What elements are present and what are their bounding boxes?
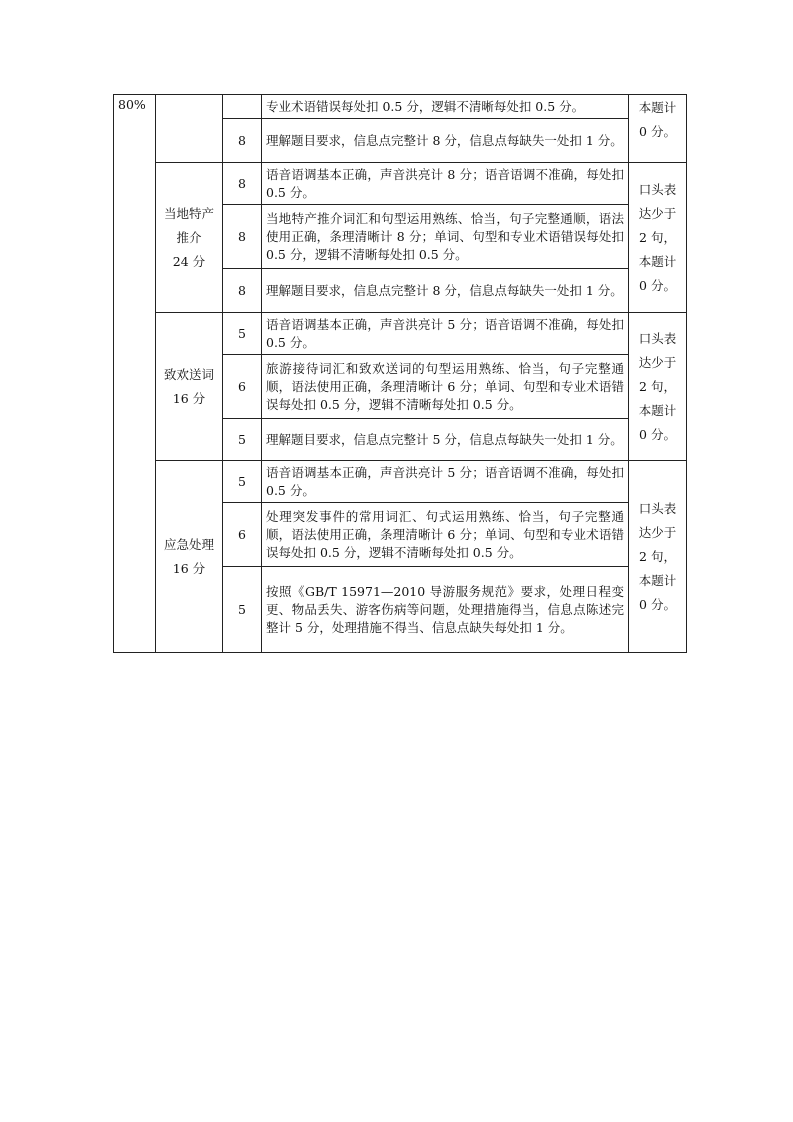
item-name: 致欢送词 bbox=[163, 366, 214, 382]
score-cell: 5 bbox=[223, 419, 262, 461]
criteria-cell: 理解题目要求，信息点完整计 8 分，信息点每缺失一处扣 1 分。 bbox=[262, 269, 629, 313]
score-cell: 5 bbox=[223, 567, 262, 653]
criteria-cell: 理解题目要求，信息点完整计 5 分，信息点每缺失一处扣 1 分。 bbox=[262, 419, 629, 461]
criteria-cell: 语音语调基本正确，声音洪亮计 5 分；语音语调不准确，每处扣 0.5 分。 bbox=[262, 461, 629, 503]
item-cell bbox=[156, 313, 223, 461]
criteria-cell: 专业术语错误每处扣 0.5 分，逻辑不清晰每处扣 0.5 分。 bbox=[262, 95, 629, 119]
note-cell: 本题计 0 分。 bbox=[629, 95, 687, 163]
item-cell bbox=[156, 163, 223, 313]
item-name: 当地特产推介 bbox=[163, 205, 214, 245]
criteria-cell: 当地特产推介词汇和句型运用熟练、恰当，句子完整通顺，语法使用正确，条理清晰计 8 分；单词、句型和专业术语错误每处扣 0.5 分，逻辑不清晰每处扣 0.5 分。 bbox=[262, 205, 629, 269]
score-cell: 6 bbox=[223, 503, 262, 567]
weight-cell: 80% bbox=[114, 95, 156, 653]
score-cell: 6 bbox=[223, 355, 262, 419]
note-cell: 口头表达少于 2 句，本题计 0 分。 bbox=[629, 461, 687, 653]
item-points: 16 分 bbox=[172, 560, 206, 576]
criteria-cell: 语音语调基本正确，声音洪亮计 5 分；语音语调不准确，每处扣 0.5 分。 bbox=[262, 313, 629, 355]
score-cell: 5 bbox=[223, 313, 262, 355]
score-cell: 5 bbox=[223, 461, 262, 503]
score-cell: 8 bbox=[223, 269, 262, 313]
criteria-cell: 按照《GB/T 15971—2010 导游服务规范》要求，处理日程变更、物品丢失、游客伤病等问题，处理措施得当，信息点陈述完整计 5 分，处理措施不得当、信息点缺失每处扣 1 分。 bbox=[262, 567, 629, 653]
criteria-cell: 旅游接待词汇和致欢送词的句型运用熟练、恰当，句子完整通顺，语法使用正确，条理清晰计 6 分；单词、句型和专业术语错误每处扣 0.5 分，逻辑不清晰每处扣 0.5 分。 bbox=[262, 355, 629, 419]
item-cell bbox=[156, 461, 223, 653]
criteria-cell: 理解题目要求，信息点完整计 8 分，信息点每缺失一处扣 1 分。 bbox=[262, 119, 629, 163]
criteria-cell: 语音语调基本正确，声音洪亮计 8 分；语音语调不准确，每处扣 0.5 分。 bbox=[262, 163, 629, 205]
criteria-cell: 处理突发事件的常用词汇、句式运用熟练、恰当，句子完整通顺，语法使用正确，条理清晰计 6 分；单词、句型和专业术语错误每处扣 0.5 分，逻辑不清晰每处扣 0.5 分。 bbox=[262, 503, 629, 567]
item-points: 16 分 bbox=[172, 390, 206, 406]
score-cell: 8 bbox=[223, 205, 262, 269]
score-cell: 8 bbox=[223, 163, 262, 205]
table-row bbox=[114, 163, 687, 205]
item-cell-continued bbox=[156, 95, 223, 163]
scoring-table bbox=[113, 94, 687, 653]
score-cell bbox=[223, 95, 262, 119]
item-name: 应急处理 bbox=[163, 536, 214, 552]
table-row bbox=[114, 461, 687, 503]
note-cell: 口头表达少于 2 句，本题计 0 分。 bbox=[629, 163, 687, 313]
item-points: 24 分 bbox=[172, 253, 206, 269]
table-row bbox=[114, 313, 687, 355]
note-cell: 口头表达少于 2 句，本题计 0 分。 bbox=[629, 313, 687, 461]
table-row bbox=[114, 95, 687, 119]
score-cell: 8 bbox=[223, 119, 262, 163]
